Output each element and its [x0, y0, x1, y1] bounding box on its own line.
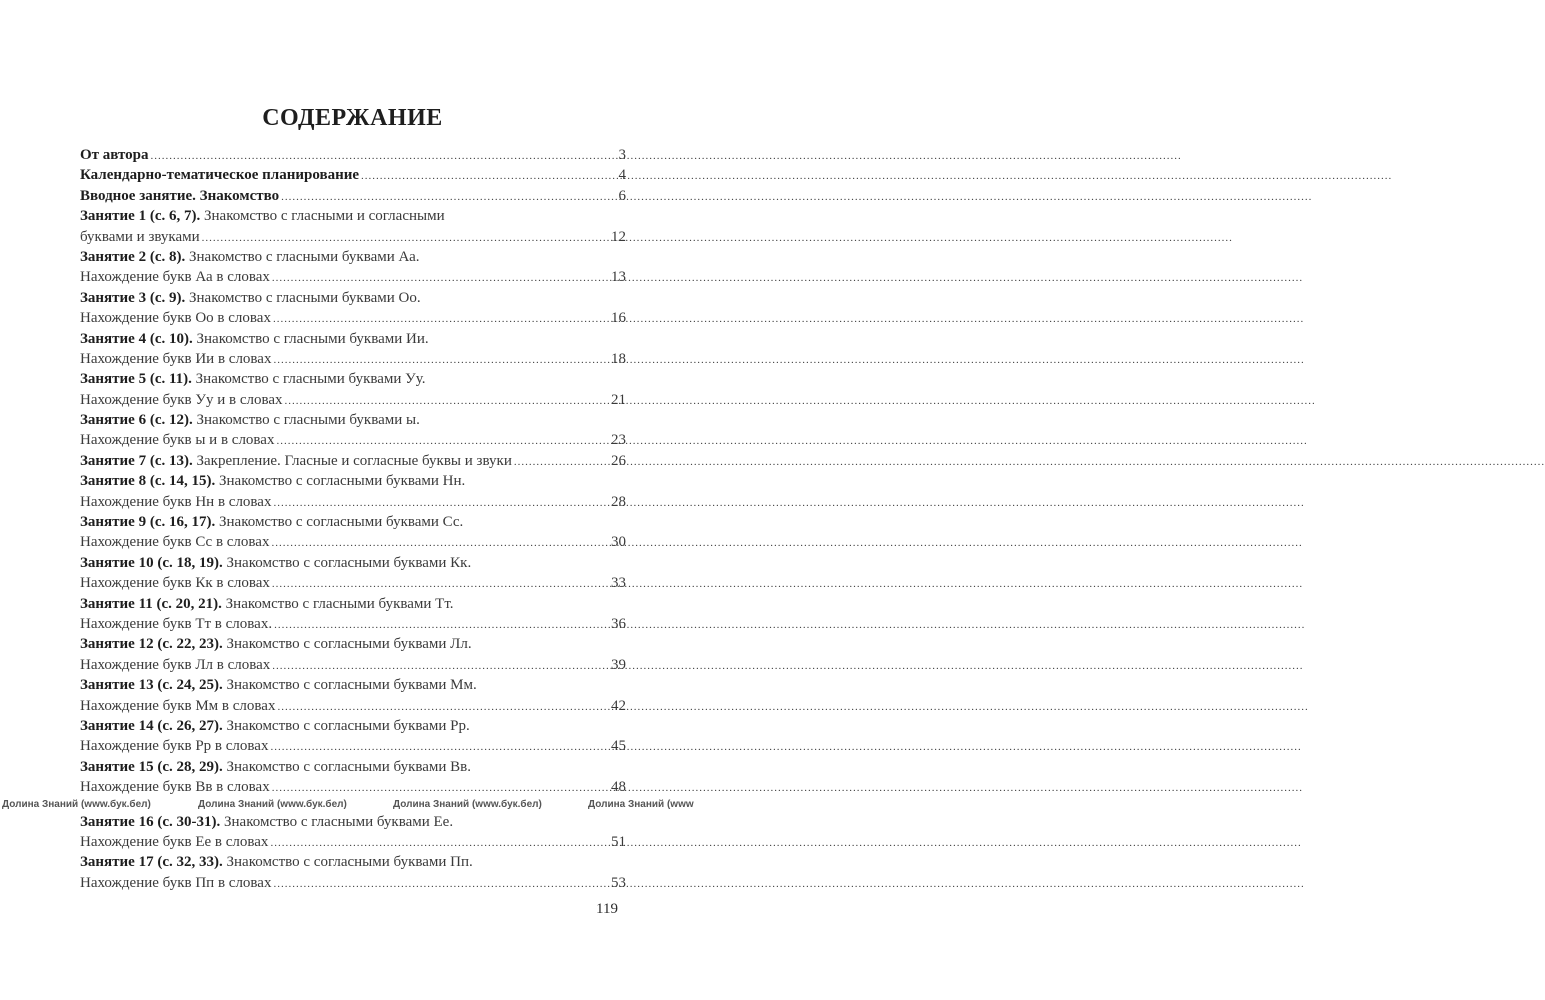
- toc-entry-heading: [80, 553, 471, 573]
- toc-entry[interactable]: [80, 471, 626, 512]
- toc-entry-line: [80, 614, 626, 634]
- toc-entry-title: Знакомство с согласными буквами Лл.: [226, 636, 472, 653]
- toc-entry-subtitle: Нахождение букв Кк в словах: [80, 575, 270, 592]
- toc-page-number: 28: [611, 493, 626, 510]
- toc-entry[interactable]: [80, 410, 626, 451]
- watermark: [0, 798, 705, 812]
- toc-entry-line: [80, 757, 626, 777]
- toc-entry-heading: [80, 369, 426, 389]
- toc-entry-lesson: Занятие 12 (с. 22, 23).: [80, 636, 223, 653]
- dot-leader: [361, 166, 616, 186]
- toc-page-number: 3: [618, 147, 626, 163]
- toc-entry[interactable]: [80, 634, 626, 675]
- dot-leader: [274, 615, 609, 635]
- toc-entry-subtitle: Нахождение букв Ее в словах: [80, 833, 269, 850]
- dot-leader: [271, 533, 609, 553]
- toc-entry-line: [80, 655, 626, 675]
- toc-page-number: 33: [611, 575, 626, 592]
- toc-entry-line: [80, 410, 626, 430]
- toc-entry-line: [80, 675, 626, 695]
- toc-entry-line: [80, 736, 626, 756]
- toc-entry-line: [80, 492, 626, 512]
- toc-entry-title: Знакомство с согласными буквами Рр.: [226, 717, 470, 734]
- toc-entry-line: [80, 227, 626, 247]
- dot-leader: [272, 268, 609, 288]
- toc-page-number: 26: [611, 452, 626, 469]
- toc-entry-lesson: Занятие 3 (с. 9).: [80, 289, 186, 306]
- toc-entry-lesson: Занятие 4 (с. 10).: [80, 330, 193, 347]
- dot-leader: [273, 309, 609, 329]
- toc-entry-title: Знакомство с согласными буквами Вв.: [226, 758, 472, 775]
- toc-entry[interactable]: [80, 247, 626, 288]
- dot-leader: [270, 833, 609, 853]
- toc-page-number: 13: [611, 269, 626, 286]
- toc-entry[interactable]: [80, 288, 626, 329]
- toc-entry-line: [80, 186, 626, 206]
- toc-entry-heading: [80, 247, 420, 267]
- dot-leader: [272, 656, 609, 676]
- toc-entry-heading: [80, 675, 477, 695]
- dot-leader: [273, 874, 609, 894]
- toc-entry-subtitle: Нахождение букв Нн в словах: [80, 493, 272, 510]
- toc-entry-line: [80, 430, 626, 450]
- watermark-text: Долина Знаний (www.бук.бел): [393, 798, 542, 810]
- dot-leader: [272, 778, 609, 798]
- toc-entry[interactable]: [80, 512, 626, 553]
- toc-entry-heading: [80, 329, 429, 349]
- toc-entry-subtitle: буквами и звуками: [80, 228, 200, 245]
- toc-entry-title: Закрепление. Гласные и согласные буквы и звуки: [196, 452, 512, 469]
- toc-entry-title: Знакомство с согласными буквами Кк.: [226, 554, 472, 571]
- toc-entry-heading: [80, 512, 463, 532]
- toc-entry-heading: [80, 852, 473, 872]
- watermark-text: Долина Знаний (www: [588, 798, 694, 810]
- toc-entry-line: [80, 329, 626, 349]
- toc-entry-heading: [80, 186, 279, 206]
- toc-entry-subtitle: Нахождение букв ы и в словах: [80, 432, 275, 449]
- toc-entry-title: Знакомство с согласными буквами Мм.: [226, 677, 477, 694]
- watermark-text: Долина Знаний (www.бук.бел): [2, 798, 151, 810]
- toc-entry-title: Знакомство с согласными буквами Сс.: [219, 514, 464, 531]
- page-number: 119: [596, 901, 618, 917]
- toc-entry[interactable]: [80, 852, 626, 893]
- toc-entry-heading: [80, 410, 420, 430]
- watermark-text: Долина Знаний (www.бук.бел): [198, 798, 347, 810]
- toc-entry-subtitle: Нахождение букв Мм в словах: [80, 697, 276, 714]
- toc-page-number: 51: [611, 833, 626, 850]
- toc-entry[interactable]: [80, 716, 626, 757]
- toc-entry-subtitle: Нахождение букв Лл в словах: [80, 656, 271, 673]
- toc-entry[interactable]: [80, 675, 626, 716]
- toc-entry[interactable]: [80, 186, 626, 206]
- toc-entry-title: Знакомство с согласными буквами Пп.: [226, 854, 473, 871]
- toc-page-number: 21: [611, 391, 626, 408]
- toc-entry-title: Знакомство с гласными буквами Аа.: [189, 248, 420, 265]
- dot-leader: [276, 431, 609, 451]
- toc-entry-lesson: Занятие 10 (с. 18, 19).: [80, 554, 223, 571]
- dot-leader: [273, 350, 609, 370]
- toc-page-number: 36: [611, 615, 626, 632]
- dot-leader: [272, 574, 609, 594]
- toc-entry-title: Знакомство с гласными буквами Ее.: [224, 813, 454, 830]
- toc-entry[interactable]: [80, 812, 626, 853]
- toc-entry-lesson: Занятие 6 (с. 12).: [80, 412, 193, 429]
- toc-entry-line: [80, 812, 626, 832]
- toc-page-number: 16: [611, 310, 626, 327]
- toc-page-number: 30: [611, 534, 626, 551]
- toc-entry-lesson: Занятие 17 (с. 32, 33).: [80, 854, 223, 871]
- toc-page-number: 23: [611, 432, 626, 449]
- toc-page-number: 6: [618, 187, 626, 204]
- toc-page-number: 48: [611, 779, 626, 796]
- dot-leader: [202, 228, 609, 248]
- toc-entry-heading: [80, 757, 471, 777]
- toc-page-number: 53: [611, 874, 626, 891]
- toc-entry-lesson: Занятие 15 (с. 28, 29).: [80, 758, 223, 775]
- toc-entry-line: [80, 390, 626, 410]
- toc-page-number: 39: [611, 656, 626, 673]
- toc-entry[interactable]: [80, 369, 626, 410]
- toc-entry-line: [80, 165, 626, 185]
- toc-entry-lesson: Календарно-тематическое планирование: [80, 167, 360, 184]
- toc-entry-line: [80, 696, 626, 716]
- toc-entry-lesson: Занятие 7 (с. 13).: [80, 452, 193, 469]
- toc-entry-title: Знакомство с согласными буквами Нн.: [219, 473, 466, 490]
- dot-leader: [151, 146, 617, 166]
- toc-entry-heading: [80, 634, 472, 654]
- toc-entry-lesson: Занятие 9 (с. 16, 17).: [80, 514, 216, 531]
- toc-page-number: 4: [618, 167, 626, 184]
- toc-entry-line: [80, 777, 626, 797]
- toc-entry-line: [80, 512, 626, 532]
- dot-leader: [273, 493, 609, 513]
- toc-entry-lesson: Вводное занятие. Знакомство: [80, 187, 280, 204]
- toc-entry-line: [80, 206, 626, 226]
- toc-entry-heading: [80, 451, 512, 471]
- toc-entry-line: [80, 267, 626, 287]
- toc-entry-lesson: Занятие 1 (с. 6, 7).: [80, 208, 201, 225]
- toc-entry-subtitle: Нахождение букв Ии в словах: [80, 350, 272, 367]
- toc-entry-line: [80, 594, 626, 614]
- toc-entry-title: Знакомство с гласными буквами Тт.: [225, 595, 454, 612]
- toc-entry-lesson: Занятие 13 (с. 24, 25).: [80, 677, 223, 694]
- toc-page-number: 42: [611, 697, 626, 714]
- dot-leader: [285, 391, 609, 411]
- toc-entry-title: Знакомство с гласными буквами Ии.: [196, 330, 429, 347]
- toc-entry-lesson: Занятие 16 (с. 30-31).: [80, 813, 221, 830]
- toc-entry-title: Знакомство с гласными буквами Оо.: [189, 289, 421, 306]
- toc-entry-lesson: Занятие 8 (с. 14, 15).: [80, 473, 216, 490]
- toc-page-number: 12: [611, 228, 626, 245]
- toc-entry-line: [80, 873, 626, 893]
- toc-entry-heading: [80, 471, 465, 491]
- toc-entry-title: Знакомство с гласными буквами Уу.: [195, 371, 426, 388]
- toc-entry-heading: [80, 145, 149, 165]
- toc-entry[interactable]: [80, 757, 626, 798]
- dot-leader: [277, 697, 609, 717]
- toc-entry-lesson: Занятие 14 (с. 26, 27).: [80, 717, 223, 734]
- toc-entry-heading: [80, 165, 359, 185]
- toc-entry[interactable]: [80, 594, 626, 635]
- page-title: СОДЕРЖАНИЕ: [262, 105, 443, 131]
- toc-entry[interactable]: [80, 165, 626, 185]
- toc-entry-subtitle: Нахождение букв Пп в словах: [80, 874, 272, 891]
- toc-entry-heading: [80, 716, 470, 736]
- toc-entry-line: [80, 288, 626, 308]
- toc-entry-title: Знакомство с гласными и согласными: [204, 208, 445, 225]
- dot-leader: [270, 737, 609, 757]
- toc-entry-heading: [80, 594, 454, 614]
- toc-entry-subtitle: Нахождение букв Аа в словах: [80, 269, 270, 286]
- toc-entry-line: [80, 716, 626, 736]
- toc-entry-subtitle: Нахождение букв Рр в словах: [80, 738, 269, 755]
- toc-entry-lesson: От автора: [80, 147, 149, 163]
- toc-entry-line: [80, 369, 626, 389]
- toc-entry-lesson: Занятие 5 (с. 11).: [80, 371, 192, 388]
- dot-leader: [281, 187, 616, 207]
- toc-entry[interactable]: [80, 329, 626, 370]
- toc-entry-heading: [80, 206, 445, 226]
- toc-entry-heading: [80, 812, 453, 832]
- toc-entry-line: [80, 832, 626, 852]
- toc-entry-line: [80, 451, 626, 471]
- toc-entry-line: [80, 553, 626, 573]
- toc-entry-line: [80, 349, 626, 369]
- toc-entry-subtitle: Нахождение букв Уу и в словах: [80, 391, 283, 408]
- toc-entry-line: [80, 532, 626, 552]
- toc-entry-lesson: Занятие 11 (с. 20, 21).: [80, 595, 222, 612]
- toc-entry-subtitle: Нахождение букв Сс в словах: [80, 534, 270, 551]
- toc-entry-line: [80, 145, 626, 165]
- dot-leader: [514, 452, 609, 472]
- toc-entry-line: [80, 852, 626, 872]
- toc-entry-subtitle: Нахождение букв Вв в словах: [80, 779, 270, 796]
- table-of-contents: [2, 145, 694, 893]
- toc-entry-subtitle: Нахождение букв Оо в словах: [80, 310, 271, 327]
- toc-entry-line: [80, 471, 626, 491]
- toc-entry-title: Знакомство с гласными буквами ы.: [196, 412, 420, 429]
- toc-entry-subtitle: Нахождение букв Тт в словах.: [80, 615, 273, 632]
- toc-entry[interactable]: [80, 206, 626, 247]
- toc-entry-line: [80, 308, 626, 328]
- toc-entry-lesson: Занятие 2 (с. 8).: [80, 248, 186, 265]
- toc-entry[interactable]: [80, 451, 626, 471]
- toc-entry-line: [80, 634, 626, 654]
- toc-page-number: 45: [611, 738, 626, 755]
- toc-entry[interactable]: [80, 145, 626, 165]
- toc-entry-line: [80, 247, 626, 267]
- toc-entry-heading: [80, 288, 421, 308]
- toc-entry[interactable]: [80, 553, 626, 594]
- toc-entry-line: [80, 573, 626, 593]
- toc-page-number: 18: [611, 350, 626, 367]
